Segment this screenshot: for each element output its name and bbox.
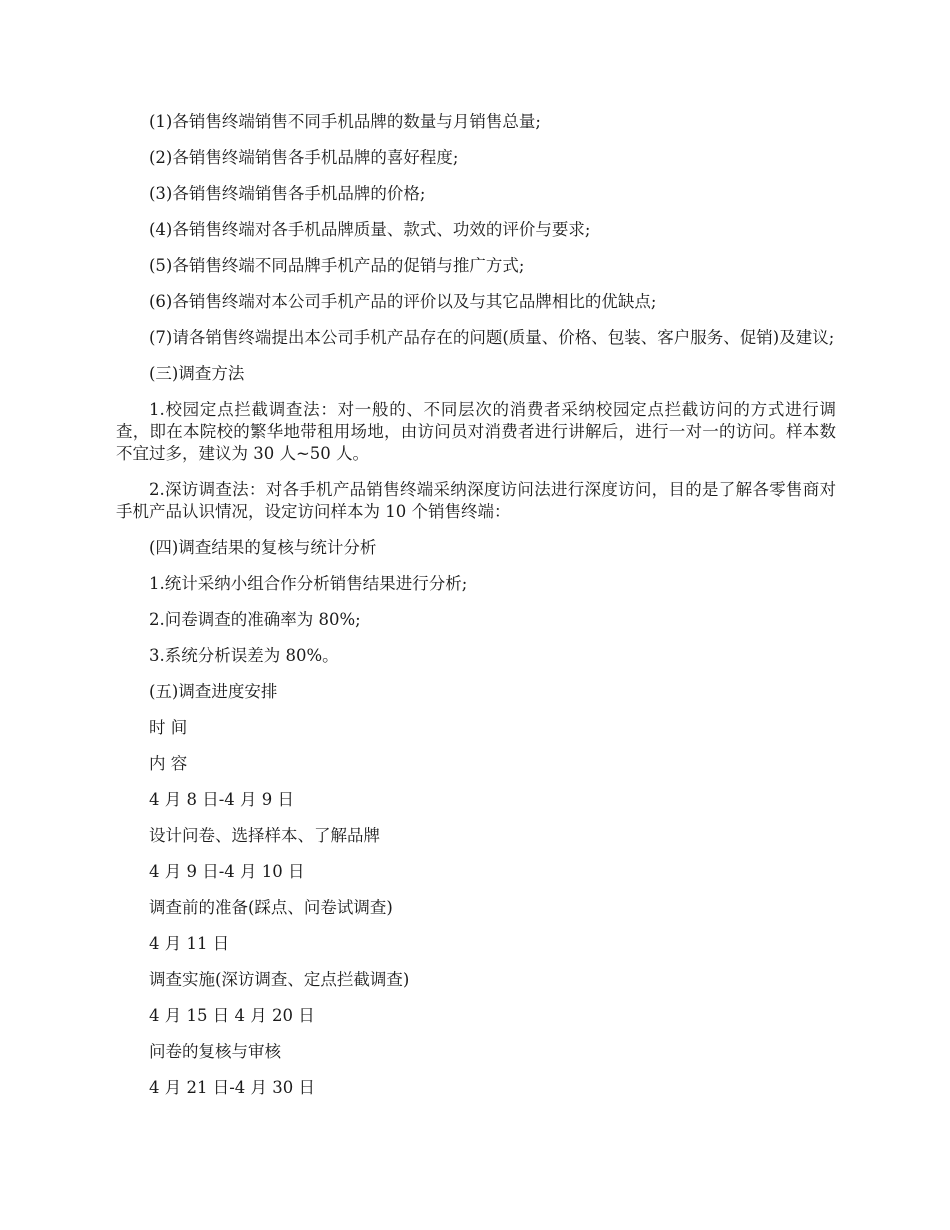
paragraph-content-item-1: (1)各销售终端销售不同手机品牌的数量与月销售总量; (149, 112, 541, 131)
section-heading-survey-method: (三)调查方法 (149, 364, 245, 383)
paragraph-content-item-6: (6)各销售终端对本公司手机产品的评价以及与其它品牌相比的优缺点; (149, 292, 657, 311)
paragraph-method-intercept: 1.校园定点拦截调查法：对一般的、不同层次的消费者采纳校园定点拦截访问的方式进行调查，即在本院校的繁华地带租用场地，由访问员对消费者进行讲解后，进行一对一的访问。样本数不宜过多，建议为 30 人~50 人。 (116, 400, 836, 463)
paragraph-analysis-2: 2.问卷调查的准确率为 80%; (149, 610, 361, 629)
schedule-header-content: 内 容 (149, 754, 188, 773)
paragraph-content-item-7: (7)请各销售终端提出本公司手机产品存在的问题(质量、价格、包装、客户服务、促销)及建议; (149, 328, 835, 347)
schedule-task-3: 调查实施(深访调查、定点拦截调查) (149, 970, 410, 989)
schedule-task-1: 设计问卷、选择样本、了解品牌 (149, 826, 380, 845)
paragraph-content-item-3: (3)各销售终端销售各手机品牌的价格; (149, 184, 426, 203)
paragraph-content-item-4: (4)各销售终端对各手机品牌质量、款式、功效的评价与要求; (149, 220, 591, 239)
schedule-task-4: 问卷的复核与审核 (149, 1042, 281, 1061)
schedule-date-2: 4 月 9 日-4 月 10 日 (149, 862, 305, 881)
schedule-date-5: 4 月 21 日-4 月 30 日 (149, 1078, 316, 1097)
section-heading-schedule: (五)调查进度安排 (149, 682, 278, 701)
paragraph-content-item-5: (5)各销售终端不同品牌手机产品的促销与推广方式; (149, 256, 525, 275)
document-body (116, 111, 836, 1113)
paragraph-method-indepth: 2.深访调查法：对各手机产品销售终端采纳深度访问法进行深度访问，目的是了解各零售商对手机产品认识情况，设定访问样本为 10 个销售终端： (116, 480, 836, 521)
schedule-date-3: 4 月 11 日 (149, 934, 230, 953)
paragraph-analysis-1: 1.统计采纳小组合作分析销售结果进行分析; (149, 574, 468, 593)
schedule-task-2: 调查前的准备(踩点、问卷试调查) (149, 898, 393, 917)
paragraph-content-item-2: (2)各销售终端销售各手机品牌的喜好程度; (149, 148, 459, 167)
schedule-header-time: 时 间 (149, 718, 188, 737)
schedule-date-1: 4 月 8 日-4 月 9 日 (149, 790, 295, 809)
schedule-date-4: 4 月 15 日 4 月 20 日 (149, 1006, 315, 1025)
paragraph-analysis-3: 3.系统分析误差为 80%。 (149, 646, 339, 665)
section-heading-review-analysis: (四)调查结果的复核与统计分析 (149, 538, 377, 557)
